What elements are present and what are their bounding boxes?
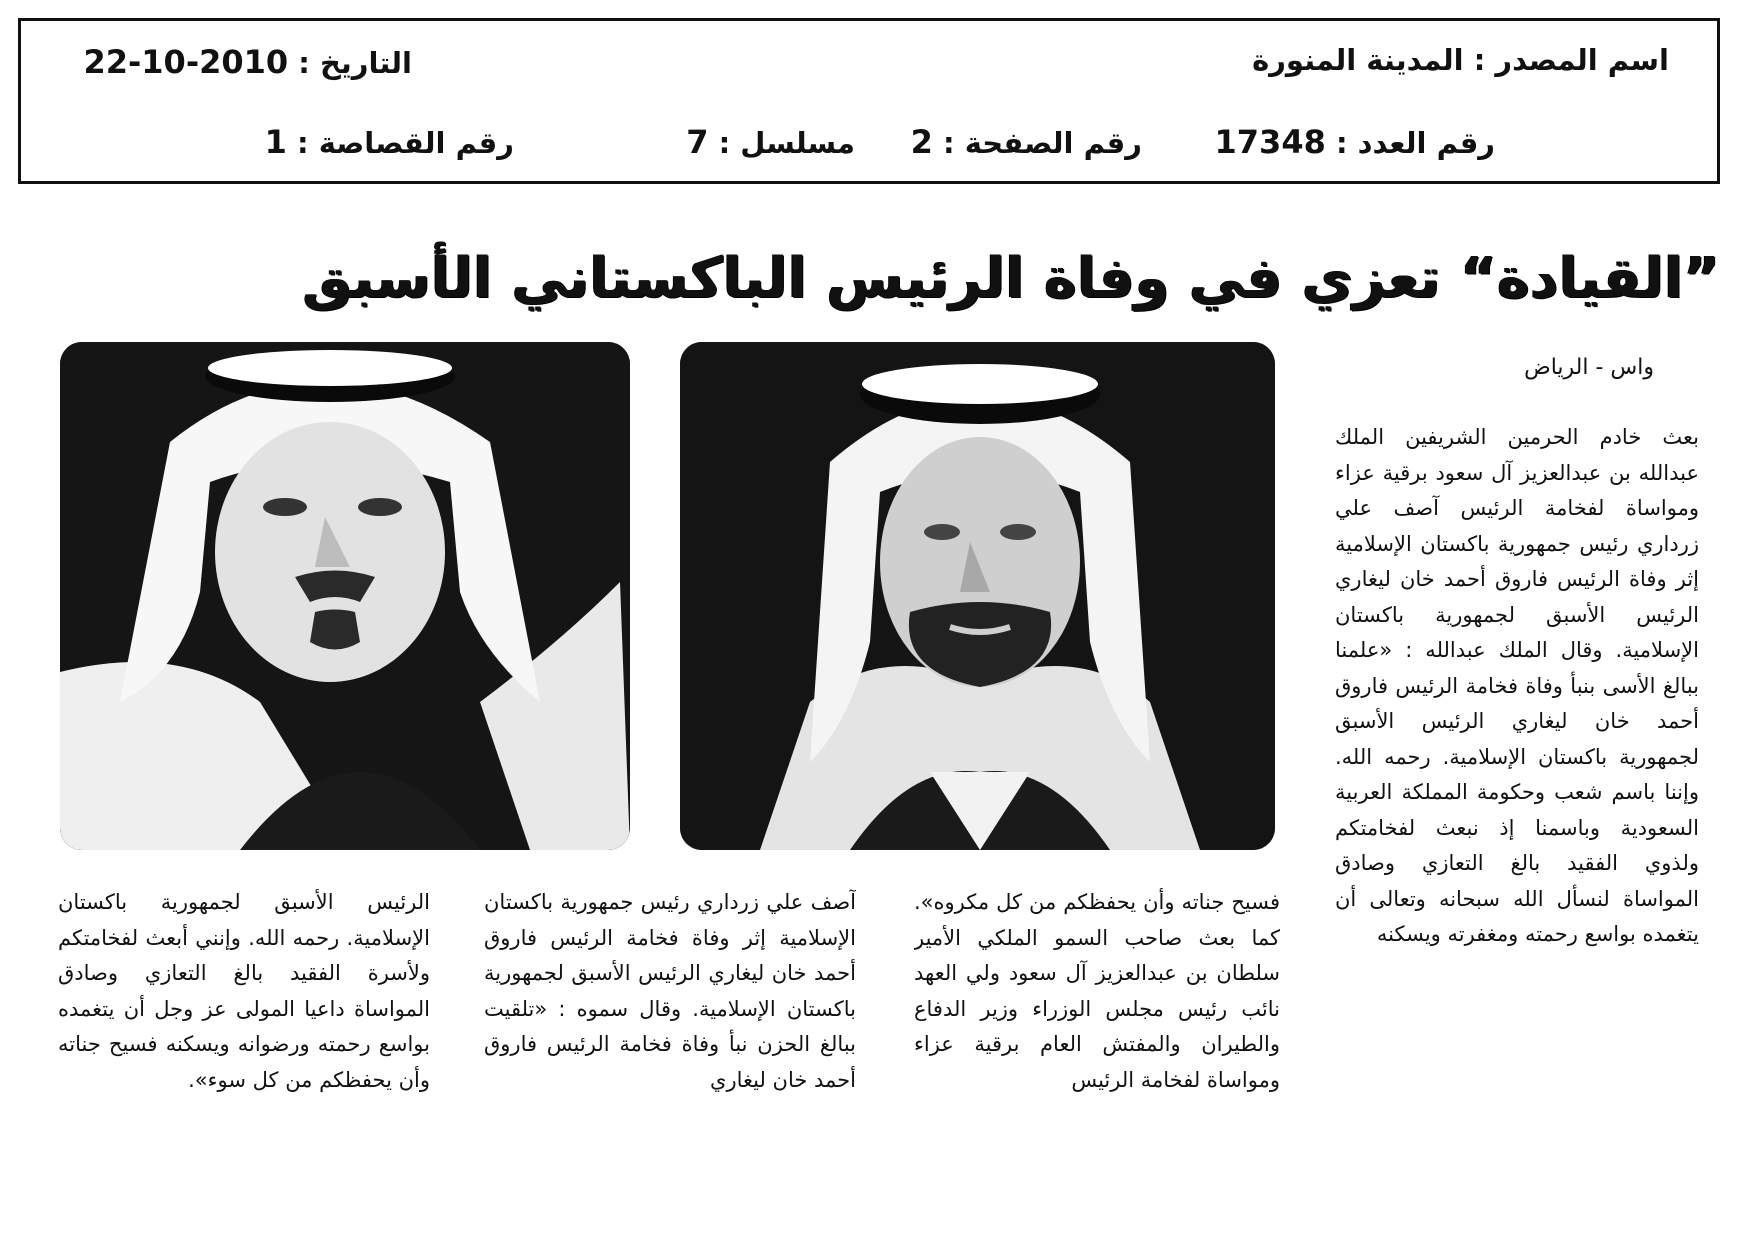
article-byline: واس - الرياض — [1524, 355, 1654, 380]
article-column-4 — [58, 885, 430, 1220]
article-column-2 — [914, 885, 1280, 1220]
issue-label: رقم العدد : — [1335, 126, 1495, 160]
clipping-info-box — [18, 18, 1720, 184]
source-name: اسم المصدر : المدينة المنورة — [1252, 43, 1669, 77]
serial-value: 7 — [686, 123, 709, 161]
page-number — [911, 123, 1142, 161]
issue-value: 17348 — [1214, 123, 1326, 161]
serial-number — [686, 123, 855, 161]
column-1-text: بعث خادم الحرمين الشريفين الملك عبدالله بن عبدالعزيز آل سعود برقية عزاء ومواساة لفخامة الرئيس آصف علي زرداري رئيس جمهورية باكستان الإسلامية إثر وفاة الرئيس فاروق أحمد خان ليغاري الرئيس الأسبق لجمهورية باكستان الإسلامية. وقال الملك عبدالله : «علمنا ببالغ الأسى بنبأ وفاة فخامة الرئيس فاروق أحمد خان ليغاري الرئيس الأسبق لجمهورية باكستان الإسلامية. رحمه الله. وإننا باسم شعب وحكومة المملكة العربية السعودية وباسمنا إذ نبعث لفخامتكم ولذوي الفقيد بالغ التعازي وصادق المواساة لنسأل الله سبحانه وتعالى أن يتغمده بواسع رحمته ومغفرته ويسكنه — [1335, 425, 1699, 946]
issue-number — [1215, 123, 1495, 161]
portrait-right-illustration — [680, 342, 1275, 850]
serial-label: مسلسل : — [718, 126, 855, 160]
article-headline: ”القيادة“ تعزي في وفاة الرئيس الباكستاني الأسبق — [302, 246, 1720, 311]
portrait-left-illustration — [60, 342, 630, 850]
article-column-1 — [1335, 420, 1699, 1210]
article-column-3 — [484, 885, 856, 1220]
date-value: 22-10-2010 — [83, 43, 289, 81]
clip-value: 1 — [264, 123, 287, 161]
column-3-text: آصف علي زرداري رئيس جمهورية باكستان الإسلامية إثر وفاة فخامة الرئيس فاروق أحمد خان ليغاري الرئيس الأسبق لجمهورية باكستان الإسلامية. وقال سموه : «تلقيت ببالغ الحزن نبأ وفاة فخامة الرئيس فاروق أحمد خان ليغاري — [484, 890, 856, 1092]
clip-label: رقم القصاصة : — [297, 126, 514, 160]
date-field — [83, 43, 412, 81]
portrait-photo-left — [60, 342, 630, 850]
page-label: رقم الصفحة : — [943, 126, 1142, 160]
portrait-photo-right — [680, 342, 1275, 850]
date-label: التاريخ : — [298, 46, 412, 80]
page-value: 2 — [910, 123, 933, 161]
clip-number — [265, 123, 514, 161]
column-2-text: فسيح جناته وأن يحفظكم من كل مكروه». كما بعث صاحب السمو الملكي الأمير سلطان بن عبدالعزيز آل سعود ولي العهد نائب رئيس مجلس الوزراء وزير الدفاع والطيران والمفتش العام برقية عزاء ومواساة لفخامة الرئيس — [914, 890, 1280, 1092]
column-4-text: الرئيس الأسبق لجمهورية باكستان الإسلامية. رحمه الله. وإنني أبعث لفخامتكم ولأسرة الفقيد بالغ التعازي وصادق المواساة داعيا المولى عز وجل أن يتغمده بواسع رحمته ورضوانه ويسكنه فسيح جناته وأن يحفظكم من كل سوء». — [58, 890, 430, 1092]
